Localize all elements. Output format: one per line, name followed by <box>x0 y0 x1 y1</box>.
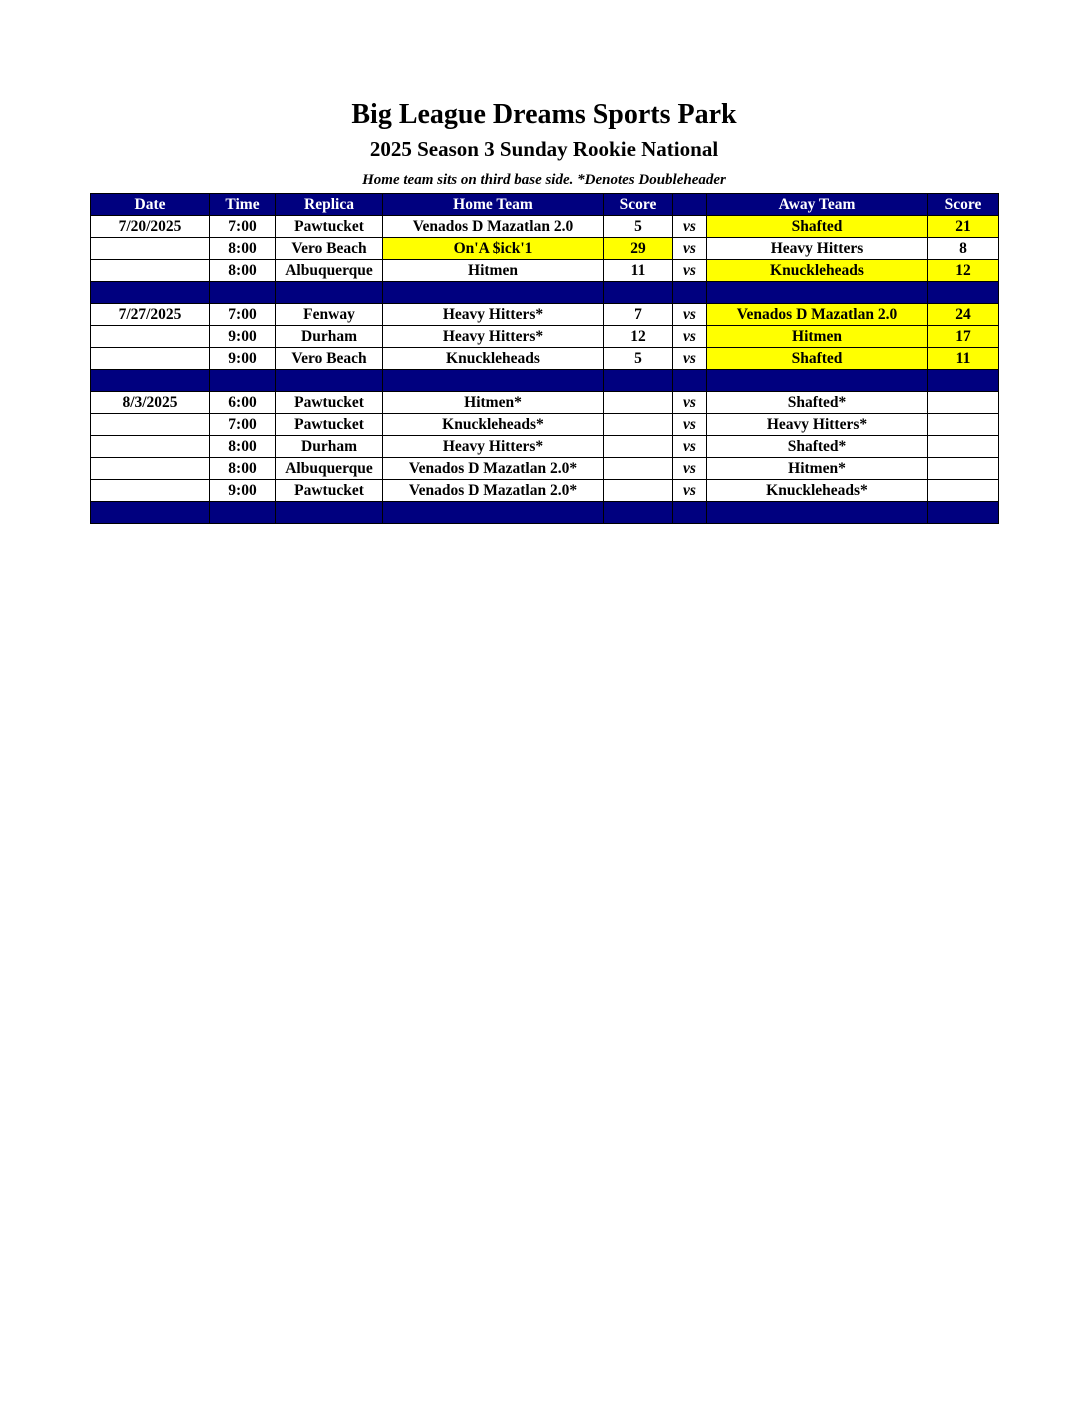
home-team-cell: Venados D Mazatlan 2.0* <box>383 480 604 502</box>
separator-cell <box>707 502 928 524</box>
away-team-cell: Heavy Hitters <box>707 238 928 260</box>
vs-cell: vs <box>673 238 707 260</box>
away-score-cell <box>928 392 999 414</box>
away-score-cell <box>928 480 999 502</box>
time-cell: 8:00 <box>210 458 276 480</box>
replica-cell: Pawtucket <box>276 480 383 502</box>
schedule-note: Home team sits on third base side. *Denotes Doubleheader <box>362 172 726 188</box>
separator-cell <box>91 282 210 304</box>
away-score-cell: 24 <box>928 304 999 326</box>
home-team-cell: Hitmen* <box>383 392 604 414</box>
date-cell <box>91 238 210 260</box>
home-score-cell <box>604 392 673 414</box>
vs-cell: vs <box>673 458 707 480</box>
page-subtitle: 2025 Season 3 Sunday Rookie National <box>369 137 719 161</box>
replica-cell: Pawtucket <box>276 216 383 238</box>
table-header-row <box>91 194 999 216</box>
home-team-cell: Heavy Hitters* <box>383 304 604 326</box>
col-header-vs <box>673 194 707 216</box>
table-row <box>91 458 999 480</box>
date-cell <box>91 414 210 436</box>
vs-cell: vs <box>673 216 707 238</box>
date-cell <box>91 348 210 370</box>
table-row <box>91 414 999 436</box>
vs-cell: vs <box>673 392 707 414</box>
table-row <box>91 326 999 348</box>
home-score-cell <box>604 480 673 502</box>
vs-cell: vs <box>673 304 707 326</box>
date-cell <box>91 480 210 502</box>
home-score-cell: 5 <box>604 348 673 370</box>
home-team-cell: Knuckleheads <box>383 348 604 370</box>
time-cell: 9:00 <box>210 326 276 348</box>
home-team-cell: On'A $ick'1 <box>383 238 604 260</box>
separator-cell <box>673 502 707 524</box>
away-team-cell: Hitmen <box>707 326 928 348</box>
separator-cell <box>276 282 383 304</box>
replica-cell: Vero Beach <box>276 348 383 370</box>
time-cell: 8:00 <box>210 260 276 282</box>
separator-cell <box>276 502 383 524</box>
date-cell: 7/20/2025 <box>91 216 210 238</box>
away-team-cell: Hitmen* <box>707 458 928 480</box>
home-score-cell: 7 <box>604 304 673 326</box>
date-cell <box>91 458 210 480</box>
replica-cell: Albuquerque <box>276 260 383 282</box>
separator-cell <box>210 282 276 304</box>
home-team-cell: Heavy Hitters* <box>383 436 604 458</box>
col-header-away-score: Score <box>928 194 999 216</box>
vs-cell: vs <box>673 480 707 502</box>
time-cell: 9:00 <box>210 348 276 370</box>
table-row <box>91 238 999 260</box>
home-team-cell: Hitmen <box>383 260 604 282</box>
schedule-table <box>90 193 999 524</box>
away-score-cell <box>928 414 999 436</box>
separator-cell <box>928 502 999 524</box>
away-score-cell: 11 <box>928 348 999 370</box>
separator-cell <box>91 370 210 392</box>
replica-cell: Albuquerque <box>276 458 383 480</box>
date-cell: 8/3/2025 <box>91 392 210 414</box>
away-score-cell: 12 <box>928 260 999 282</box>
away-team-cell: Heavy Hitters* <box>707 414 928 436</box>
replica-cell: Fenway <box>276 304 383 326</box>
separator-cell <box>673 282 707 304</box>
separator-cell <box>91 502 210 524</box>
col-header-replica: Replica <box>276 194 383 216</box>
away-team-cell: Knuckleheads <box>707 260 928 282</box>
table-row <box>91 392 999 414</box>
home-score-cell: 11 <box>604 260 673 282</box>
date-cell <box>91 260 210 282</box>
away-score-cell: 21 <box>928 216 999 238</box>
home-team-cell: Venados D Mazatlan 2.0 <box>383 216 604 238</box>
away-score-cell: 8 <box>928 238 999 260</box>
away-team-cell: Knuckleheads* <box>707 480 928 502</box>
replica-cell: Durham <box>276 326 383 348</box>
table-row <box>91 436 999 458</box>
vs-cell: vs <box>673 348 707 370</box>
separator-cell <box>383 370 604 392</box>
date-cell <box>91 436 210 458</box>
date-cell: 7/27/2025 <box>91 304 210 326</box>
separator-cell <box>604 370 673 392</box>
vs-cell: vs <box>673 436 707 458</box>
away-team-cell: Shafted <box>707 216 928 238</box>
vs-cell: vs <box>673 260 707 282</box>
col-header-time: Time <box>210 194 276 216</box>
table-row <box>91 216 999 238</box>
separator-row <box>91 282 999 304</box>
separator-cell <box>707 370 928 392</box>
home-score-cell: 5 <box>604 216 673 238</box>
home-score-cell: 12 <box>604 326 673 348</box>
separator-cell <box>276 370 383 392</box>
separator-cell <box>928 370 999 392</box>
separator-row <box>91 370 999 392</box>
away-score-cell <box>928 436 999 458</box>
away-team-cell: Shafted* <box>707 436 928 458</box>
time-cell: 7:00 <box>210 216 276 238</box>
table-row <box>91 348 999 370</box>
replica-cell: Vero Beach <box>276 238 383 260</box>
home-score-cell <box>604 436 673 458</box>
home-team-cell: Heavy Hitters* <box>383 326 604 348</box>
replica-cell: Durham <box>276 436 383 458</box>
col-header-home-score: Score <box>604 194 673 216</box>
away-score-cell <box>928 458 999 480</box>
date-cell <box>91 326 210 348</box>
home-score-cell: 29 <box>604 238 673 260</box>
separator-cell <box>928 282 999 304</box>
time-cell: 8:00 <box>210 238 276 260</box>
separator-row <box>91 502 999 524</box>
away-team-cell: Venados D Mazatlan 2.0 <box>707 304 928 326</box>
home-score-cell <box>604 458 673 480</box>
time-cell: 8:00 <box>210 436 276 458</box>
away-team-cell: Shafted* <box>707 392 928 414</box>
table-row <box>91 260 999 282</box>
separator-cell <box>383 502 604 524</box>
vs-cell: vs <box>673 326 707 348</box>
replica-cell: Pawtucket <box>276 414 383 436</box>
separator-cell <box>604 502 673 524</box>
col-header-home-team: Home Team <box>383 194 604 216</box>
table-row <box>91 304 999 326</box>
col-header-date: Date <box>91 194 210 216</box>
col-header-away-team: Away Team <box>707 194 928 216</box>
time-cell: 7:00 <box>210 304 276 326</box>
schedule-body <box>91 216 999 524</box>
away-score-cell: 17 <box>928 326 999 348</box>
replica-cell: Pawtucket <box>276 392 383 414</box>
home-team-cell: Venados D Mazatlan 2.0* <box>383 458 604 480</box>
time-cell: 7:00 <box>210 414 276 436</box>
separator-cell <box>673 370 707 392</box>
home-score-cell <box>604 414 673 436</box>
separator-cell <box>210 502 276 524</box>
separator-cell <box>210 370 276 392</box>
page-title: Big League Dreams Sports Park <box>351 99 737 130</box>
separator-cell <box>707 282 928 304</box>
separator-cell <box>604 282 673 304</box>
time-cell: 6:00 <box>210 392 276 414</box>
table-row <box>91 480 999 502</box>
time-cell: 9:00 <box>210 480 276 502</box>
vs-cell: vs <box>673 414 707 436</box>
separator-cell <box>383 282 604 304</box>
home-team-cell: Knuckleheads* <box>383 414 604 436</box>
away-team-cell: Shafted <box>707 348 928 370</box>
